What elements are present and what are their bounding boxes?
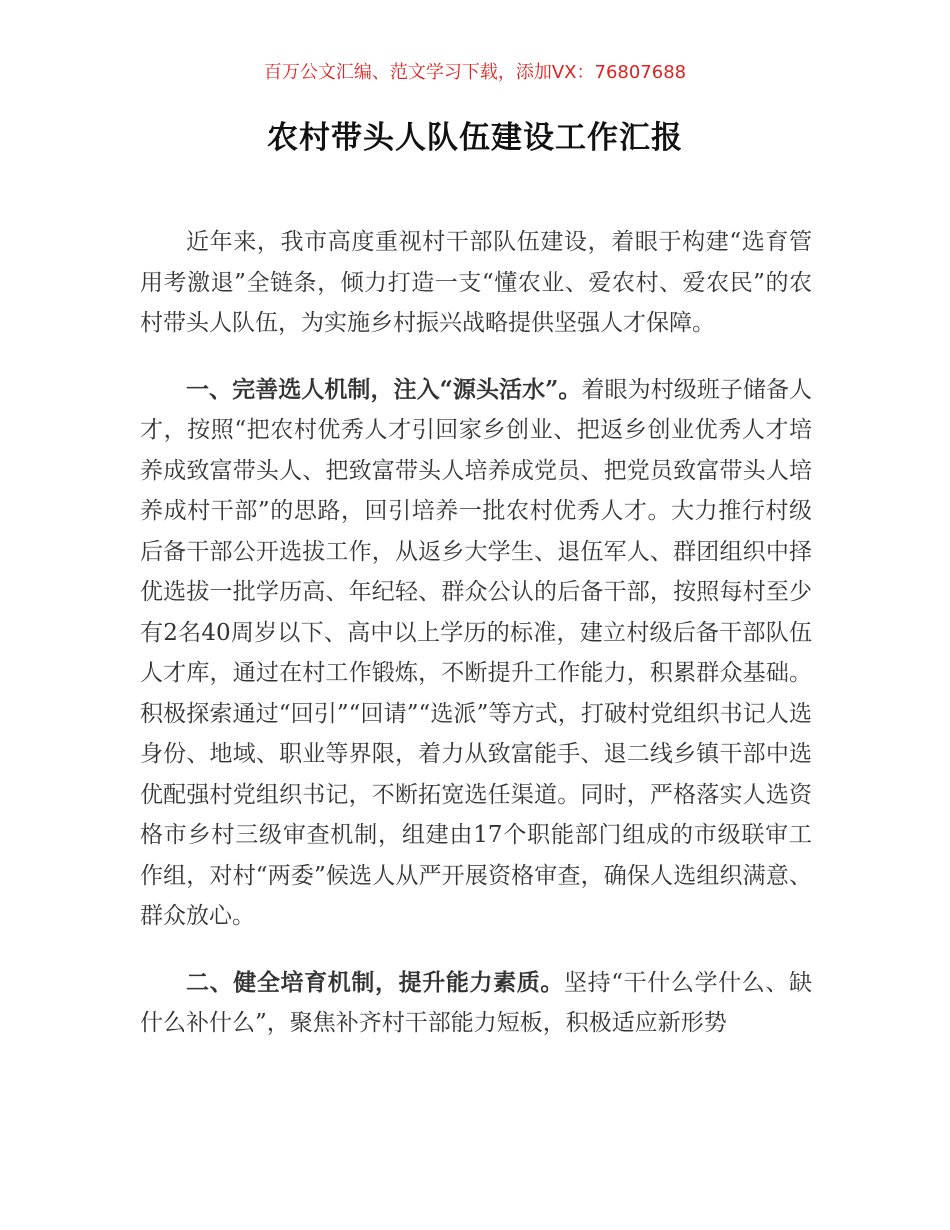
document-body (140, 222, 812, 1046)
header-note: 百万公文汇编、范文学习下载，添加VX：76807688 (263, 62, 687, 83)
paragraph-section-1 (140, 370, 812, 937)
document-title: 农村带头人队伍建设工作汇报 (267, 120, 683, 156)
section-heading: 一、完善选人机制，注入“源头活水”。 (186, 375, 582, 403)
paragraph-text: 着眼为村级班子储备人才，按照“把农村优秀人才引回家乡创业、把返乡创业优秀人才培养成致富带头人、把致富带头人培养成党员、把党员致富带头人培养成村干部”的思路，回引培养一批农村优秀人才。大力推行村级后备干部公开选拔工作，从返乡大学生、退伍军人、群团组织中择优选拔一批学历高、年纪轻、群众公认的后备干部，按照每村至少有2名40周岁以下、高中以上学历的标准，建立村级后备干部队伍人才库，通过在村工作锻炼，不断提升工作能力，积累群众基础。积极探索通过“回引”“回请”“选派”等方式，打破村党组织书记人选身份、地域、职业等界限，着力从致富能手、退二线乡镇干部中选优配强村党组织书记，不断拓宽选任渠道。同时，严格落实人选资格市乡村三级审查机制，组建由17个职能部门组成的市级联审工作组，对村“两委”候选人从严开展资格审查，确保人选组织满意、群众放心。 (140, 376, 812, 929)
paragraph-text: 近年来，我市高度重视村干部队伍建设，着眼于构建“选育管用考激退”全链条，倾力打造一支“懂农业、爱农村、爱农民”的农村带头人队伍，为实施乡村振兴战略提供坚强人才保障。 (140, 229, 812, 336)
paragraph-intro (140, 222, 812, 344)
paragraph-text: 坚持“干什么学什么、缺什么补什么”，聚焦补齐村干部能力短板，积极适应新形势 (140, 969, 813, 1036)
paragraph-section-2 (140, 963, 812, 1044)
section-heading: 二、健全培育机制，提升能力素质。 (186, 968, 564, 996)
